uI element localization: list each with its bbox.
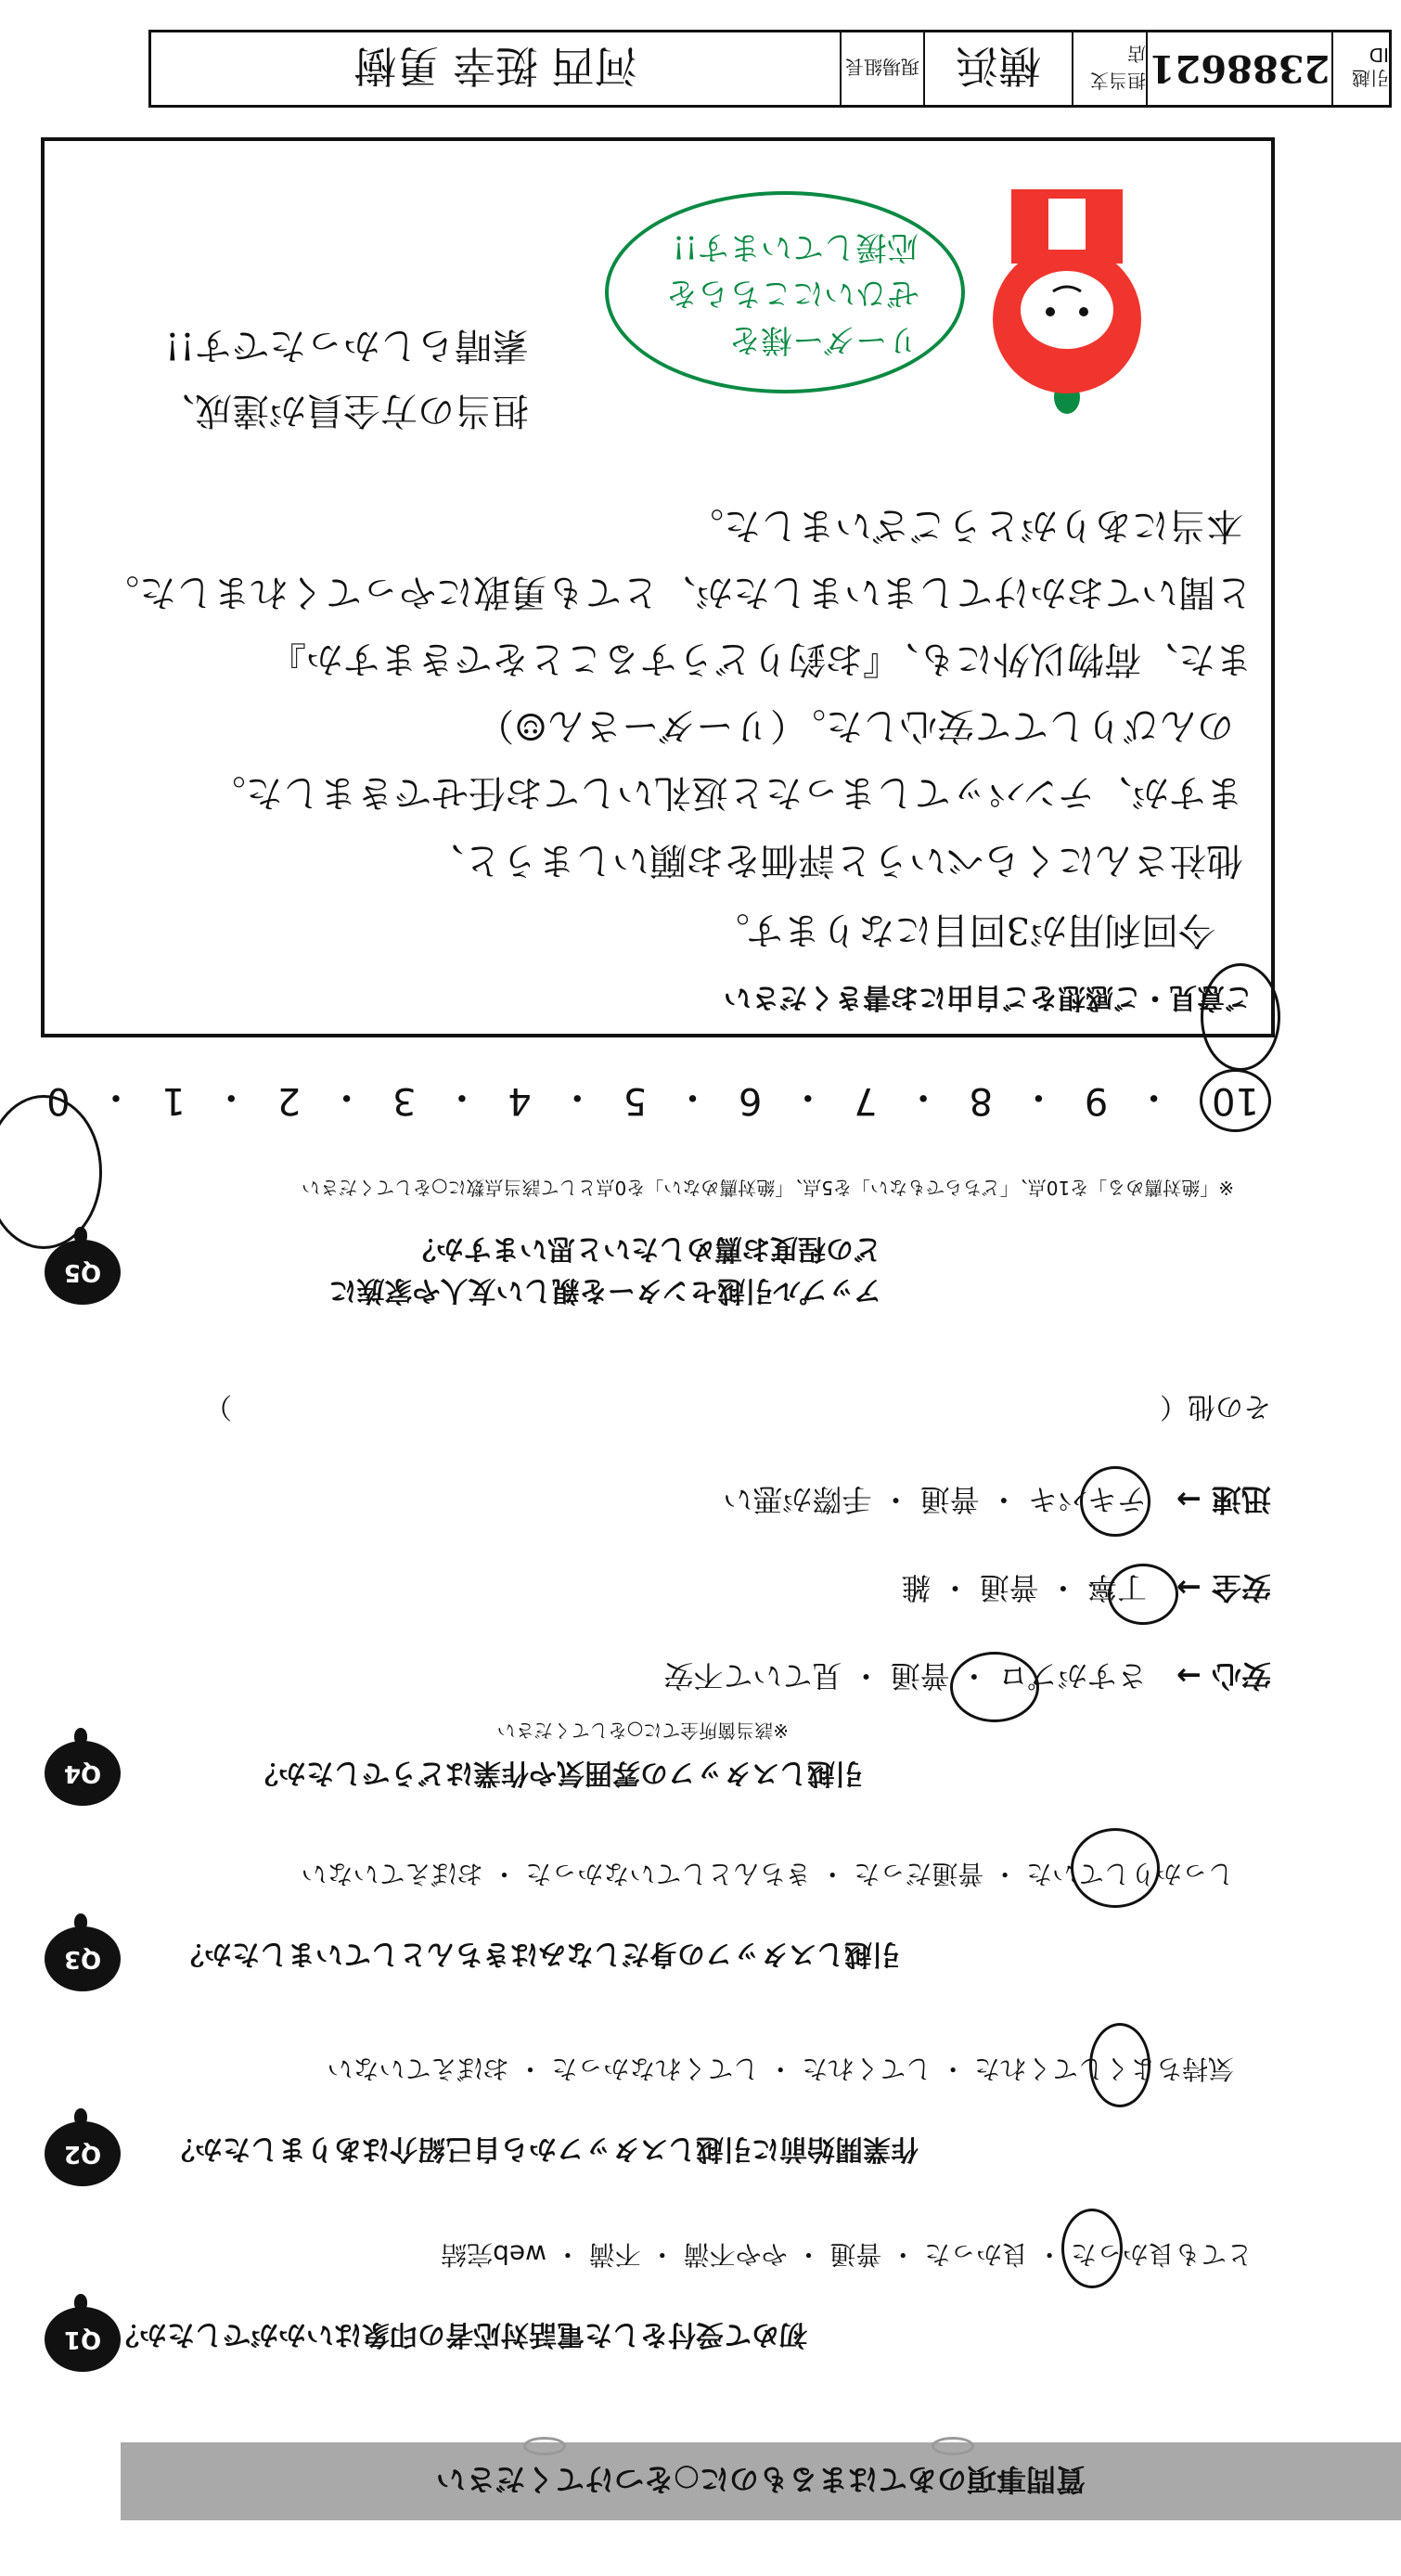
comment-box: [41, 137, 1275, 1037]
q5-note: ※「絶対薦める」を10点、「どちらでもない」を5点、「絶対薦めない」を0点として該当点数に○をしてください: [302, 1177, 1234, 1199]
bubble-line: リーダー様を: [729, 321, 919, 358]
q4-row-speed[interactable]: 迅速 → テキパキ ・ 普通 ・ 手際が悪い: [723, 1482, 1271, 1517]
binder-ring-icon: [932, 2437, 974, 2455]
handdrawn-circle: [1061, 2209, 1123, 2288]
q4-badge: Q4: [45, 1741, 121, 1806]
handdrawn-circle: [1080, 1466, 1150, 1537]
handdrawn-circle: [1089, 2023, 1150, 2107]
header-strip: [148, 30, 1392, 108]
score-option[interactable]: 3: [392, 1079, 417, 1122]
mascot-icon: [974, 180, 1169, 421]
bubble-line: 応援しています!!: [672, 228, 919, 265]
score-option[interactable]: 10: [1200, 1069, 1271, 1132]
comment-line: 他社さんにくらべいうと評価をお願いしまうと、: [427, 839, 1243, 882]
score-option[interactable]: 8: [969, 1079, 993, 1122]
handdrawn-circle: [1108, 1564, 1178, 1625]
id-label: 引越ID: [1352, 44, 1389, 90]
id-value: 2388621: [1148, 32, 1333, 105]
handdrawn-circle: [1071, 1828, 1160, 1908]
branch-label: 担当支店: [1073, 32, 1148, 105]
q2-badge: Q2: [45, 2121, 121, 2186]
comment-line: ますが、テンパッてしまったと返礼いしてお任せできました。: [208, 771, 1243, 814]
bubble-line: ぜひいにこちらを: [666, 275, 919, 312]
score-row: 10 ・ 9 ・ 8 ・ 7 ・ 6 ・ 5 ・ 4 ・ 3 ・ 2 ・ 1 ・ 0: [46, 1073, 1271, 1128]
comment-line: 今回利用が3回目になります。: [712, 908, 1215, 951]
score-option[interactable]: 7: [854, 1079, 878, 1122]
comment-line: のんびりしてて安心した。（リーダーさん☺）: [477, 704, 1234, 747]
instruction-bar: [121, 2442, 1401, 2520]
comment-title: ご意見・ご感想をご自由にお書きください: [724, 981, 1253, 1013]
q3-question: 引越しスタッフの身だしなみはきちんとしていましたか？: [176, 1938, 900, 1970]
q2-options[interactable]: 気持ちよくしてくれた ・ してくれた ・ してくれなかった ・ おぼえていない: [327, 2054, 1234, 2084]
comment-line: 素晴らしかったです!!: [164, 324, 529, 367]
binder-ring-icon: [523, 2437, 566, 2455]
score-option[interactable]: 1: [161, 1079, 186, 1122]
instruction-text: 質問事項のあてはまるものに○をつけてください: [436, 2462, 1086, 2497]
score-option[interactable]: 4: [508, 1079, 532, 1122]
q5-badge: Q5: [45, 1240, 121, 1305]
q4-other: その他（）: [204, 1390, 1271, 1423]
q2-question: 作業開始前に引越しスタッフから自己紹介はありましたか？: [167, 2132, 919, 2165]
score-option[interactable]: 9: [1084, 1079, 1109, 1122]
branch-value: 横浜: [925, 32, 1073, 105]
q1-question: 初めて受付をした電話対応者の印象はいかがでしたか？: [111, 2318, 807, 2351]
q4-row-relief[interactable]: 安心 → さすがプロ ・ 普通 ・ 見ていて不安: [663, 1658, 1271, 1694]
leader-value: 河西 挺幸 勇樹: [151, 32, 842, 105]
score-option[interactable]: 0: [46, 1079, 71, 1122]
q4-question: 引越しスタッフの雰囲気や作業はどうでしたか？: [251, 1757, 863, 1789]
leader-label: 現場組長: [842, 32, 925, 105]
q5-question-line2: どの程度お薦めしたいと思いますか？: [408, 1232, 881, 1265]
score-option[interactable]: 5: [623, 1079, 648, 1122]
q4-row-safety[interactable]: 安全 → 丁寧 ・ 普通 ・ 雑: [901, 1570, 1271, 1605]
score-option[interactable]: 2: [276, 1079, 302, 1122]
q3-badge: Q3: [45, 1926, 121, 1991]
q1-options[interactable]: とても良かった ・ 良かった ・ 普通 ・ やや不満 ・ 不満 ・ web完結: [441, 2239, 1253, 2270]
comment-line: と聞いておかけてしまいましたが、とても勇敢にやってくれました。: [102, 571, 1253, 613]
q4-note: ※該当箇所全てに○をしてください: [496, 1719, 789, 1742]
comment-line: また、荷物以外にも、『お釣りどうすることをできますか』: [269, 638, 1253, 680]
q5-question-line1: アップル引越センターを親しい友人や家族に: [328, 1274, 881, 1307]
comment-line: 担当の方全員が達成、: [158, 389, 529, 431]
q3-options[interactable]: しっかりしていた ・ 普通だった ・ きちんとしていなかった ・ おぼえていない: [301, 1859, 1234, 1889]
handdrawn-circle: [950, 1652, 1039, 1722]
comment-line: 本当にありがとうございました。: [687, 504, 1243, 547]
score-option[interactable]: 6: [738, 1079, 763, 1122]
q1-badge: Q1: [45, 2307, 121, 2372]
